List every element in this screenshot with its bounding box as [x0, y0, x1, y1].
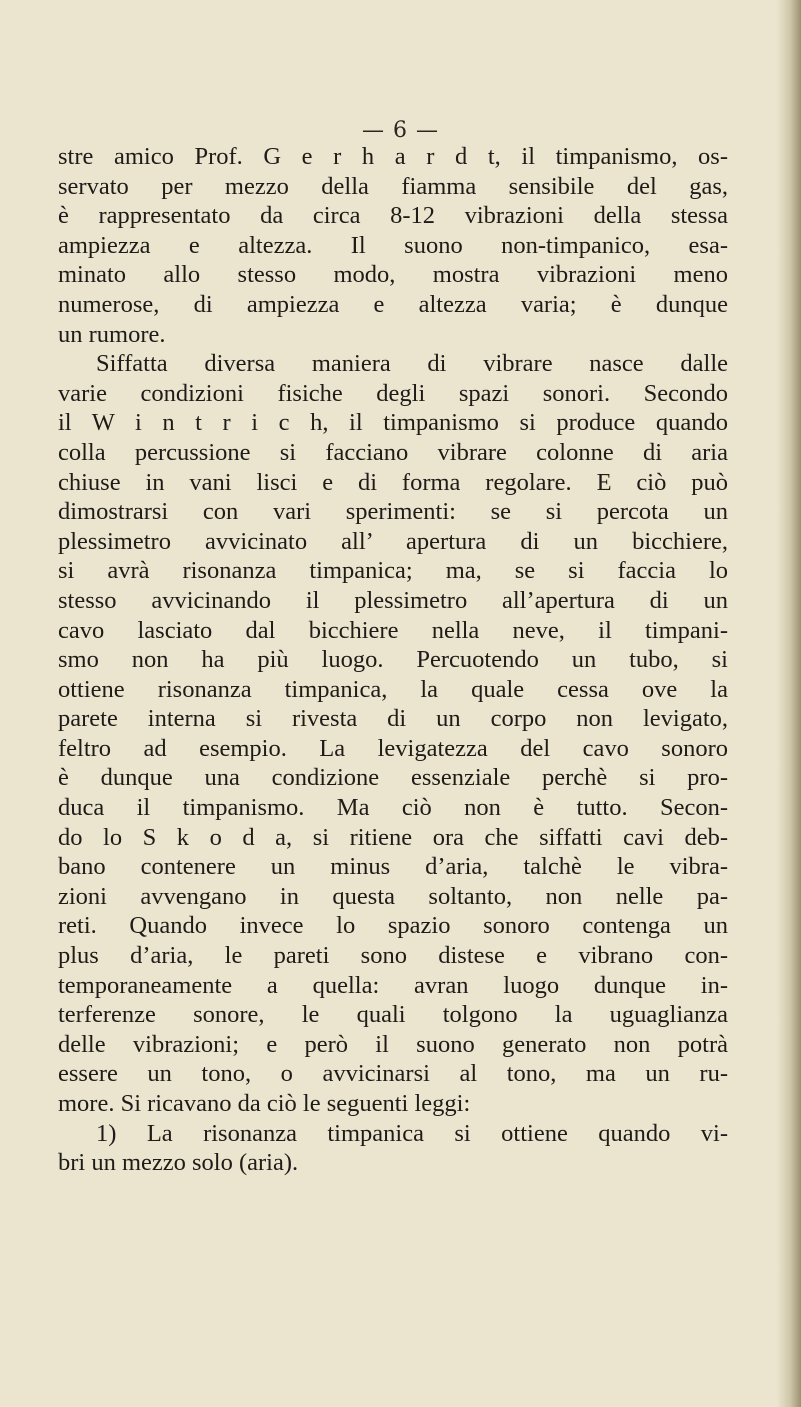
text-line: ampiezza e altezza. Il suono non-timpanico, esa- — [58, 231, 728, 259]
text-line: delle vibrazioni; e però il suono generato non potrà — [58, 1030, 728, 1058]
text-line: bri un mezzo solo (aria). — [58, 1149, 299, 1177]
text-line: stesso avvicinando il plessimetro all’apertura di un — [58, 586, 728, 614]
text-line: reti. Quando invece lo spazio sonoro contenga un — [58, 912, 728, 940]
text-line: stre amico Prof. G e r h a r d t, il timpanismo, os- — [58, 143, 728, 170]
text-line: cavo lasciato dal bicchiere nella neve, il timpani- — [58, 616, 728, 644]
text-line: minato allo stesso modo, mostra vibrazioni meno — [58, 261, 728, 289]
text-line: duca il timpanismo. Ma ciò non è tutto. Secon- — [58, 794, 728, 822]
text-line: parete interna si rivesta di un corpo non levigato, — [58, 705, 728, 733]
text-line: ottiene risonanza timpanica, la quale cessa ove la — [58, 675, 728, 703]
text-line: chiuse in vani lisci e di forma regolare. E ciò può — [58, 468, 728, 496]
text-line: numerose, di ampiezza e altezza varia; è dunque — [58, 290, 728, 318]
text-line: un rumore. — [58, 320, 166, 348]
text-line: do lo S k o d a, si ritiene ora che siffatti cavi deb- — [58, 823, 728, 851]
text-line: Siffatta diversa maniera di vibrare nasce dalle — [96, 350, 728, 378]
text-line: servato per mezzo della fiamma sensibile del gas, — [58, 172, 728, 200]
text-line: terferenze sonore, le quali tolgono la uguaglianza — [58, 1001, 728, 1029]
text-line: essere un tono, o avvicinarsi al tono, ma un ru- — [58, 1060, 728, 1088]
body-text — [58, 142, 728, 1178]
page-edge-shadow — [777, 0, 801, 1407]
text-line: feltro ad esempio. La levigatezza del cavo sonoro — [58, 734, 728, 762]
text-line: plus d’aria, le pareti sono distese e vibrano con- — [58, 942, 728, 970]
text-line: è rappresentato da circa 8-12 vibrazioni della stessa — [58, 202, 728, 230]
text-line: si avrà risonanza timpanica; ma, se si faccia lo — [58, 557, 728, 585]
text-line: il W i n t r i c h, il timpanismo si produce quando — [58, 409, 728, 437]
text-line: colla percussione si facciano vibrare colonne di aria — [58, 438, 728, 466]
text-line: è dunque una condizione essenziale perchè si pro- — [58, 764, 728, 792]
text-line: varie condizioni fisiche degli spazi sonori. Secondo — [58, 379, 728, 407]
text-line: bano contenere un minus d’aria, talchè le vibra- — [58, 853, 728, 881]
text-line: smo non ha più luogo. Percuotendo un tubo, si — [58, 646, 728, 674]
text-line: 1) La risonanza timpanica si ottiene quando vi- — [96, 1119, 728, 1147]
text-line: zioni avvengano in questa soltanto, non nelle pa- — [58, 882, 728, 910]
text-line: dimostrarsi con vari sperimenti: se si percota un — [58, 498, 728, 526]
text-line: plessimetro avvicinato all’ apertura di un bicchiere, — [58, 527, 728, 555]
text-line: temporaneamente a quella: avran luogo dunque in- — [58, 971, 728, 999]
page-number: — 6 — — [362, 118, 439, 143]
text-line: more. Si ricavano da ciò le seguenti leggi: — [58, 1090, 471, 1117]
